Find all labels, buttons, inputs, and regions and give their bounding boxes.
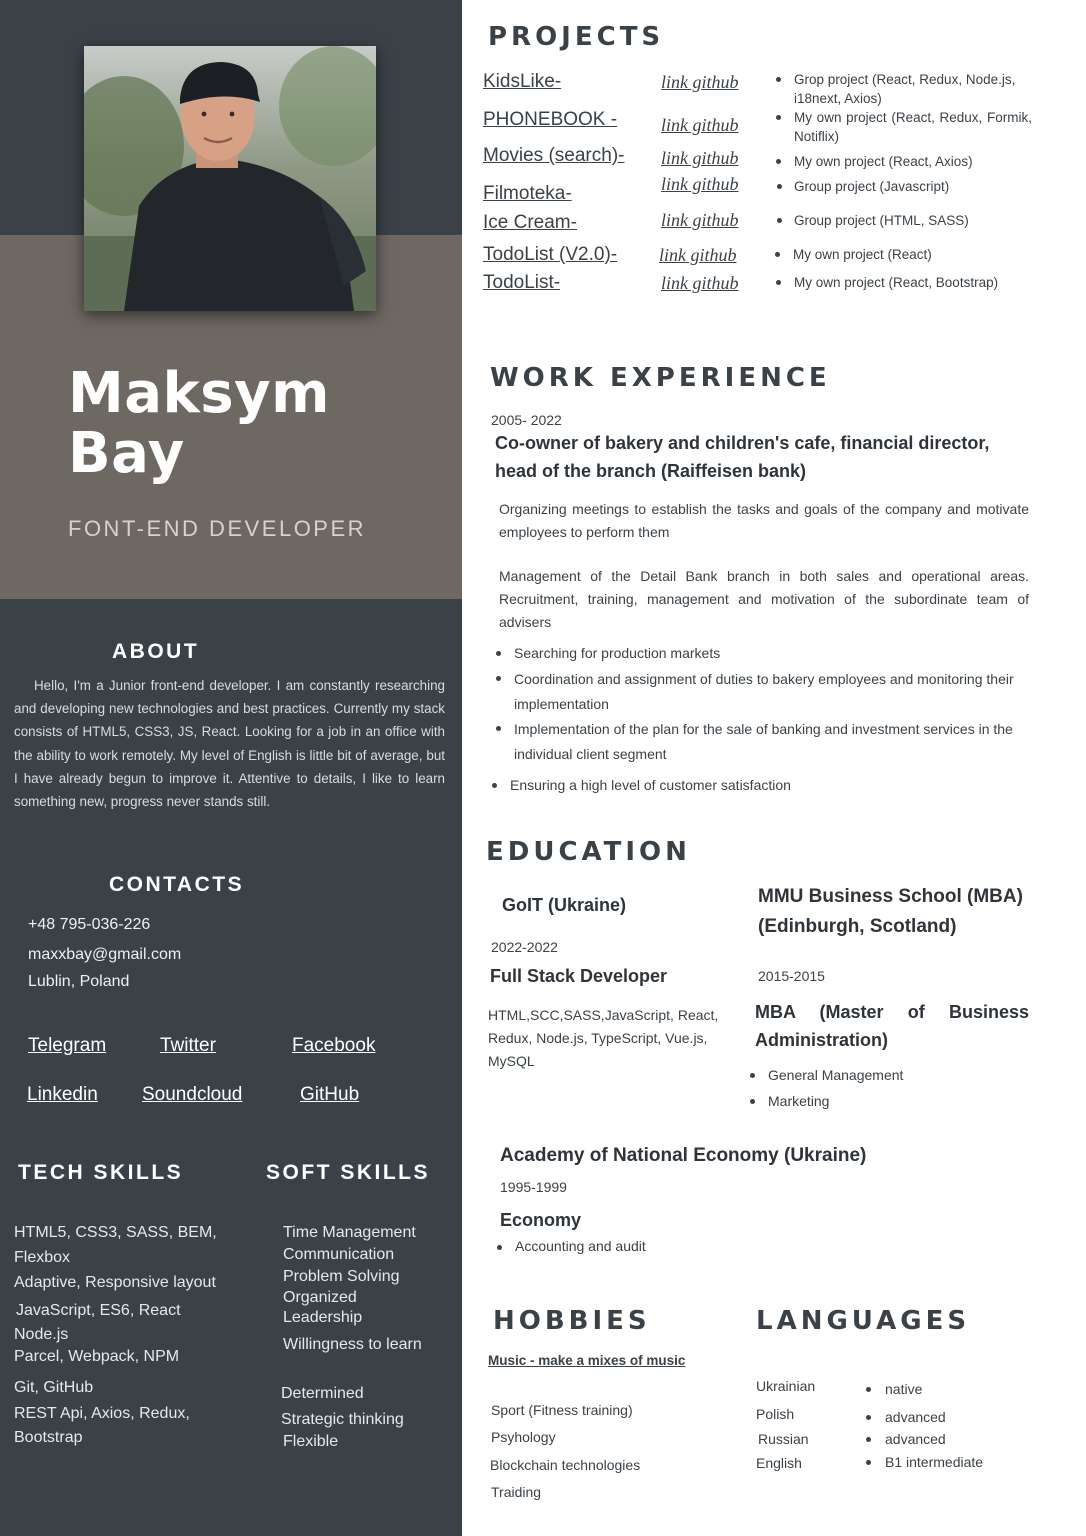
bullet-icon: [866, 1437, 871, 1442]
language-level: advanced: [885, 1431, 946, 1447]
tech-skill-item: Adaptive, Responsive layout: [14, 1274, 216, 1291]
contact-phone[interactable]: +48 795-036-226: [28, 916, 151, 933]
profile-photo: [84, 46, 376, 311]
language-level: native: [885, 1381, 923, 1397]
project-description: My own project (React): [793, 247, 932, 262]
language-level: B1 intermediate: [885, 1454, 984, 1470]
bullet-icon: [492, 783, 497, 788]
language-name: Ukrainian: [756, 1378, 816, 1394]
academy-period: 1995-1999: [500, 1179, 567, 1195]
goit-school: GoIT (Ukraine): [502, 895, 627, 915]
facebook-link[interactable]: Facebook: [292, 1035, 376, 1056]
tech-skills-heading: TECH SKILLS: [18, 1161, 184, 1184]
first-name: Maksym: [68, 361, 330, 426]
work-period: 2005- 2022: [491, 412, 562, 428]
bullet-icon: [775, 252, 780, 257]
languages-heading: LANGUAGES: [756, 1306, 971, 1336]
soft-skill-item: Time Management: [283, 1224, 416, 1241]
bullet-icon: [750, 1073, 755, 1078]
projects-heading: PROJECTS: [488, 22, 665, 52]
contact-location: Lublin, Poland: [28, 973, 130, 990]
github-link[interactable]: GitHub: [300, 1084, 360, 1105]
work-position: Co-owner of bakery and children's cafe, financial director,: [495, 433, 990, 453]
work-position: head of the branch (Raiffeisen bank): [495, 461, 807, 481]
hobby-item: Blockchain technologies: [490, 1457, 641, 1473]
hobbies-heading: HOBBIES: [493, 1306, 651, 1336]
project-github-link[interactable]: link github: [661, 273, 739, 293]
soft-skill-item: Leadership: [283, 1309, 363, 1326]
sidebar: [0, 0, 462, 1536]
hobby-item: Psyhology: [491, 1429, 556, 1445]
work-paragraph: Management of the Detail Bank branch in both sales and operational areas. Recruitment, training, management and motivation of the subordinate team of advisers: [499, 568, 1029, 630]
project-description: Group project (Javascript): [794, 179, 950, 194]
project-github-link[interactable]: link github: [661, 148, 739, 168]
academy-bullet: Accounting and audit: [515, 1238, 646, 1254]
soft-skill-item: Flexible: [283, 1433, 339, 1450]
tech-skill-item: Parcel, Webpack, NPM: [14, 1348, 180, 1365]
about-heading: ABOUT: [112, 640, 200, 663]
tech-skill-item: HTML5, CSS3, SASS, BEM,: [14, 1224, 217, 1241]
mmu-school: (Edinburgh, Scotland): [758, 916, 957, 937]
language-name: Russian: [758, 1431, 809, 1447]
tech-skill-item: Node.js: [14, 1326, 69, 1343]
soft-skill-item: Communication: [283, 1246, 395, 1263]
mmu-bullet: Marketing: [768, 1093, 830, 1109]
soft-skill-item: Problem Solving: [283, 1268, 400, 1285]
mmu-period: 2015-2015: [758, 968, 825, 984]
project-github-link[interactable]: link github: [661, 174, 739, 194]
bullet-icon: [866, 1460, 871, 1465]
project-name[interactable]: KidsLike-: [483, 71, 562, 92]
project-name[interactable]: Movies (search)-: [483, 145, 625, 166]
bullet-icon: [866, 1387, 871, 1392]
work-heading: WORK EXPERIENCE: [490, 363, 831, 393]
job-title: FONT-END DEVELOPER: [68, 516, 367, 541]
project-github-link[interactable]: link github: [661, 72, 739, 92]
tech-skill-item: REST Api, Axios, Redux,: [14, 1405, 190, 1422]
goit-period: 2022-2022: [491, 939, 558, 955]
tech-skill-item: Bootstrap: [14, 1429, 83, 1446]
education-heading: EDUCATION: [486, 837, 691, 867]
bullet-icon: [777, 218, 782, 223]
last-name: Bay: [68, 421, 185, 486]
contact-email[interactable]: maxxbay@gmail.com: [28, 946, 182, 963]
work-bullet: Implementation of the plan for the sale of banking and investment services in the individual client segment: [514, 721, 1013, 762]
language-name: Polish: [756, 1406, 795, 1422]
bullet-icon: [866, 1415, 871, 1420]
bullet-icon: [750, 1099, 755, 1104]
language-level: advanced: [885, 1409, 946, 1425]
bullet-icon: [776, 159, 781, 164]
work-paragraph: Organizing meetings to establish the tasks and goals of the company and motivate employees to perform them: [499, 501, 1029, 540]
bullet-icon: [777, 184, 782, 189]
bullet-icon: [776, 115, 781, 120]
telegram-link[interactable]: Telegram: [28, 1035, 107, 1056]
soft-skill-item: Organized: [283, 1289, 357, 1306]
soft-skills-heading: SOFT SKILLS: [266, 1161, 430, 1184]
about-text: Hello, I'm a Junior front-end developer. I am constantly researching and developing new technologies and best practices. Currently my stack consists of HTML5, CSS3, JS, React. Looking for a job in an office with the ability to work remotely. My level of English is little bit of average, but I have already begun to improve it. Attentive to details, I like to learn something new, progress never stands still.: [14, 678, 445, 810]
project-description: My own project (React, Bootstrap): [794, 275, 999, 290]
project-name[interactable]: Filmoteka-: [483, 183, 572, 204]
work-bullet: Coordination and assignment of duties to bakery employees and monitoring their implementation: [514, 671, 1014, 712]
tech-skill-item: JavaScript, ES6, React: [16, 1302, 181, 1319]
mmu-degree: MBA (Master of Business Administration): [755, 1002, 1029, 1050]
project-name[interactable]: TodoList-: [483, 272, 561, 293]
bullet-icon: [776, 280, 781, 285]
soundcloud-link[interactable]: Soundcloud: [142, 1084, 243, 1105]
soft-skill-item: Determined: [281, 1385, 364, 1402]
project-github-link[interactable]: link github: [661, 115, 739, 135]
mmu-school: MMU Business School (MBA): [758, 886, 1023, 907]
tech-skill-item: Git, GitHub: [14, 1379, 94, 1396]
bullet-icon: [496, 676, 501, 681]
work-bullet: Ensuring a high level of customer satisfaction: [510, 777, 791, 793]
project-description: Group project (HTML, SASS): [794, 213, 969, 228]
bullet-icon: [496, 726, 501, 731]
twitter-link[interactable]: Twitter: [160, 1035, 216, 1056]
work-bullet: Searching for production markets: [514, 645, 721, 661]
project-description: My own project (React, Redux, Formik, Notiflix): [794, 110, 1032, 144]
bullet-icon: [776, 77, 781, 82]
project-description: My own project (React, Axios): [794, 154, 973, 169]
goit-details: HTML,SCC,SASS,JavaScript, React, Redux, Node.js, TypeScript, Vue.js, MySQL: [488, 1007, 719, 1069]
project-name[interactable]: PHONEBOOK -: [483, 109, 618, 130]
soft-skill-item: Strategic thinking: [281, 1411, 404, 1428]
project-description: Grop project (React, Redux, Node.js, i18next, Axios): [794, 72, 1016, 106]
linkedin-link[interactable]: Linkedin: [27, 1084, 98, 1105]
mmu-bullet: General Management: [768, 1067, 904, 1083]
language-name: English: [756, 1455, 802, 1471]
hobby-item: Traiding: [491, 1484, 542, 1500]
project-name[interactable]: TodoList (V2.0)-: [483, 244, 618, 265]
hobby-item: Sport (Fitness training): [491, 1402, 633, 1418]
hobby-music: Music - make a mixes of music: [488, 1353, 686, 1368]
tech-skill-item: Flexbox: [14, 1249, 71, 1266]
bullet-icon: [497, 1245, 502, 1250]
academy-school: Academy of National Economy (Ukraine): [500, 1145, 867, 1166]
soft-skill-item: Willingness to learn: [283, 1336, 422, 1353]
bullet-icon: [496, 651, 501, 656]
project-github-link[interactable]: link github: [661, 210, 739, 230]
contacts-heading: CONTACTS: [109, 873, 245, 896]
project-github-link[interactable]: link github: [659, 245, 737, 265]
project-name[interactable]: Ice Cream-: [483, 212, 577, 233]
academy-degree: Economy: [500, 1210, 582, 1230]
goit-degree: Full Stack Developer: [490, 966, 668, 986]
